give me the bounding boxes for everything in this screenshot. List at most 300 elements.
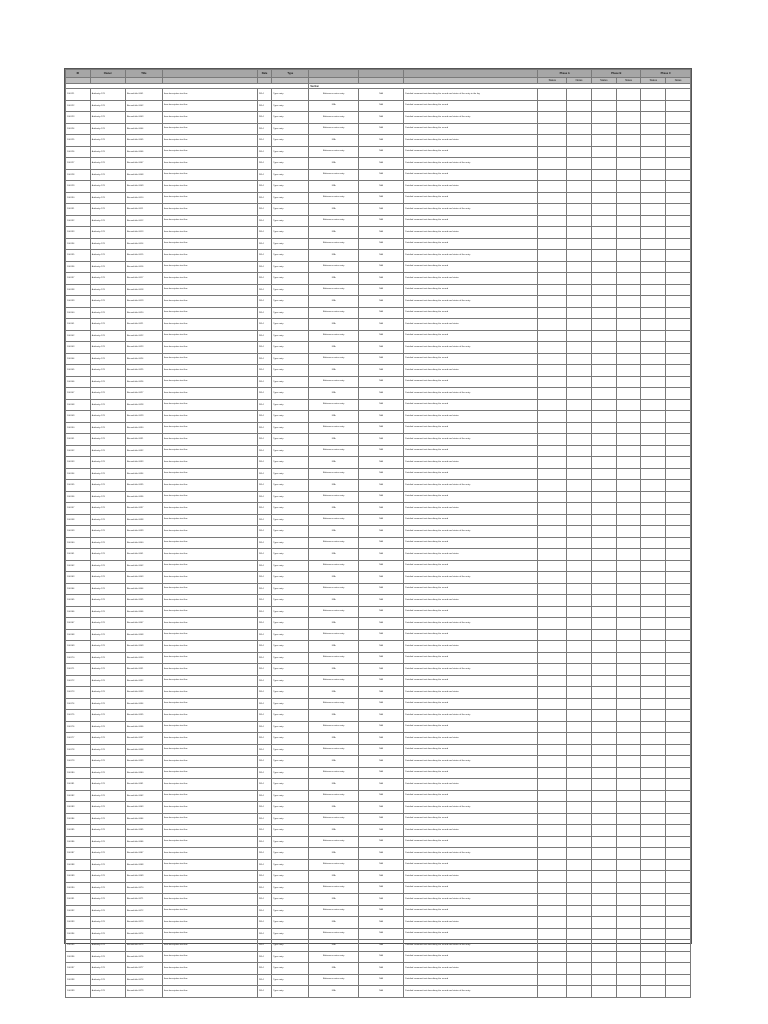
cell-id: 100171 — [66, 664, 91, 676]
cell-title: Record title 0047 — [125, 618, 162, 630]
cell-phase-status — [641, 284, 666, 296]
cell-phase-status — [538, 698, 567, 710]
cell-reference: Reference notes entry — [309, 675, 359, 687]
cell-title: Record title 0032 — [125, 445, 162, 457]
cell-phase-status — [641, 112, 666, 124]
cell-title: Record title 0060 — [125, 767, 162, 779]
section-label: Section — [309, 84, 691, 89]
cell-phase-status — [538, 215, 567, 227]
cell-title: Record title 0069 — [125, 871, 162, 883]
cell-phase-status — [567, 583, 592, 595]
cell-title: Record title 0007 — [125, 158, 162, 170]
cell-title: Record title 0013 — [125, 227, 162, 239]
cell-description: Item description text line — [162, 457, 257, 469]
cell-phase-status — [616, 123, 641, 135]
cell-phase-status — [538, 319, 567, 331]
cell-phase-status — [616, 227, 641, 239]
cell-phase-status — [641, 537, 666, 549]
cell-phase-status — [538, 928, 567, 940]
cell-id: 100174 — [66, 698, 91, 710]
cell-type: Type entry — [272, 629, 309, 641]
cell-date: 2014 — [257, 100, 271, 112]
cell-comment: Detailed comment text describing the record — [404, 468, 538, 480]
cell-date: 2014 — [257, 859, 271, 871]
cell-phase-status — [616, 204, 641, 216]
cell-reference: Reference notes entry — [309, 928, 359, 940]
cell-comment: Detailed comment text describing the record — [404, 284, 538, 296]
cell-phase-status — [641, 733, 666, 745]
cell-flag: N/A — [358, 365, 403, 377]
cell-id: 100191 — [66, 894, 91, 906]
cell-owner: Authority-123 — [90, 181, 125, 193]
cell-type: Type entry — [272, 963, 309, 975]
cell-owner: Authority-123 — [90, 917, 125, 929]
cell-title: Record title 0066 — [125, 836, 162, 848]
cell-date: 2014 — [257, 882, 271, 894]
cell-flag: N/A — [358, 537, 403, 549]
cell-type: Type entry — [272, 951, 309, 963]
cell-description: Item description text line — [162, 434, 257, 446]
table-row — [66, 342, 691, 354]
cell-phase-status — [641, 353, 666, 365]
cell-comment: Detailed comment text describing the record — [404, 261, 538, 273]
table-row — [66, 422, 691, 434]
cell-title: Record title 0034 — [125, 468, 162, 480]
cell-title: Record title 0050 — [125, 652, 162, 664]
cell-description: Item description text line — [162, 687, 257, 699]
cell-reference: Reference notes entry — [309, 606, 359, 618]
table-row — [66, 261, 691, 273]
cell-flag: N/A — [358, 698, 403, 710]
cell-type: Type entry — [272, 204, 309, 216]
cell-phase-status — [641, 123, 666, 135]
cell-flag: N/A — [358, 342, 403, 354]
cell-title: Record title 0058 — [125, 744, 162, 756]
cell-type: Type entry — [272, 503, 309, 515]
cell-date: 2014 — [257, 526, 271, 538]
cell-phase-status — [591, 526, 616, 538]
cell-phase-status — [641, 399, 666, 411]
cell-comment: Detailed comment text describing the record — [404, 238, 538, 250]
table-row — [66, 917, 691, 929]
cell-type: Type entry — [272, 169, 309, 181]
cell-phase-status — [567, 100, 592, 112]
cell-phase-status — [538, 192, 567, 204]
cell-comment: Detailed comment text describing the record and status of the entry — [404, 434, 538, 446]
cell-phase-status — [666, 629, 691, 641]
cell-phase-status — [567, 894, 592, 906]
cell-type: Type entry — [272, 353, 309, 365]
cell-date: 2014 — [257, 330, 271, 342]
table-row — [66, 583, 691, 595]
cell-date: 2014 — [257, 376, 271, 388]
cell-title: Record title 0030 — [125, 422, 162, 434]
cell-flag: N/A — [358, 572, 403, 584]
cell-phase-status — [616, 790, 641, 802]
table-row — [66, 951, 691, 963]
cell-type: Type entry — [272, 388, 309, 400]
cell-reference: N/A — [309, 158, 359, 170]
subheader-cell: Status — [538, 78, 567, 84]
cell-owner: Authority-123 — [90, 974, 125, 986]
cell-owner: Authority-123 — [90, 376, 125, 388]
table-row — [66, 813, 691, 825]
cell-phase-status — [538, 342, 567, 354]
cell-phase-status — [666, 848, 691, 860]
column-header: Phase A — [538, 70, 592, 78]
cell-title: Record title 0053 — [125, 687, 162, 699]
cell-phase-status — [666, 652, 691, 664]
cell-type: Type entry — [272, 135, 309, 147]
cell-phase-status — [666, 618, 691, 630]
table-row — [66, 710, 691, 722]
cell-reference: Reference notes entry — [309, 112, 359, 124]
cell-description: Item description text line — [162, 169, 257, 181]
cell-phase-status — [641, 250, 666, 262]
cell-flag: N/A — [358, 836, 403, 848]
cell-description: Item description text line — [162, 273, 257, 285]
cell-type: Type entry — [272, 434, 309, 446]
cell-flag: N/A — [358, 744, 403, 756]
cell-phase-status — [641, 457, 666, 469]
cell-flag: N/A — [358, 284, 403, 296]
cell-description: Item description text line — [162, 606, 257, 618]
cell-reference: N/A — [309, 503, 359, 515]
cell-type: Type entry — [272, 250, 309, 262]
cell-phase-status — [591, 238, 616, 250]
table-row — [66, 399, 691, 411]
cell-comment: Detailed comment text describing the record and status of the entry — [404, 802, 538, 814]
cell-reference: N/A — [309, 664, 359, 676]
cell-phase-status — [567, 273, 592, 285]
cell-title: Record title 0079 — [125, 986, 162, 998]
cell-type: Type entry — [272, 606, 309, 618]
cell-title: Record title 0065 — [125, 825, 162, 837]
cell-phase-status — [641, 514, 666, 526]
cell-phase-status — [666, 951, 691, 963]
cell-title: Record title 0064 — [125, 813, 162, 825]
cell-phase-status — [591, 250, 616, 262]
cell-phase-status — [567, 192, 592, 204]
cell-reference: Reference notes entry — [309, 951, 359, 963]
cell-phase-status — [616, 89, 641, 101]
cell-phase-status — [538, 123, 567, 135]
cell-reference: Reference notes entry — [309, 330, 359, 342]
cell-flag: N/A — [358, 319, 403, 331]
cell-owner: Authority-123 — [90, 963, 125, 975]
cell-owner: Authority-123 — [90, 618, 125, 630]
cell-phase-status — [591, 641, 616, 653]
cell-phase-status — [641, 641, 666, 653]
cell-type: Type entry — [272, 905, 309, 917]
cell-type: Type entry — [272, 146, 309, 158]
cell-reference: Reference notes entry — [309, 813, 359, 825]
cell-description: Item description text line — [162, 767, 257, 779]
cell-id: 100156 — [66, 491, 91, 503]
cell-type: Type entry — [272, 698, 309, 710]
cell-id: 100144 — [66, 353, 91, 365]
cell-phase-status — [641, 836, 666, 848]
cell-phase-status — [616, 434, 641, 446]
cell-phase-status — [567, 618, 592, 630]
cell-phase-status — [641, 100, 666, 112]
cell-title: Record title 0035 — [125, 480, 162, 492]
cell-description: Item description text line — [162, 89, 257, 101]
cell-id: 100142 — [66, 330, 91, 342]
table-row — [66, 100, 691, 112]
cell-comment: Detailed comment text describing the record and status of the entry — [404, 894, 538, 906]
table-row — [66, 905, 691, 917]
cell-reference: N/A — [309, 365, 359, 377]
cell-comment: Detailed comment text describing the record and status of the entry — [404, 296, 538, 308]
cell-id: 100130 — [66, 192, 91, 204]
cell-id: 100127 — [66, 158, 91, 170]
cell-phase-status — [591, 986, 616, 998]
cell-flag: N/A — [358, 135, 403, 147]
cell-phase-status — [616, 687, 641, 699]
cell-description: Item description text line — [162, 526, 257, 538]
cell-id: 100160 — [66, 537, 91, 549]
cell-phase-status — [641, 192, 666, 204]
cell-owner: Authority-123 — [90, 411, 125, 423]
cell-description: Item description text line — [162, 963, 257, 975]
table-row — [66, 181, 691, 193]
cell-phase-status — [591, 445, 616, 457]
cell-phase-status — [538, 376, 567, 388]
cell-phase-status — [591, 457, 616, 469]
cell-description: Item description text line — [162, 940, 257, 952]
cell-phase-status — [641, 790, 666, 802]
cell-description: Item description text line — [162, 802, 257, 814]
cell-owner: Authority-123 — [90, 238, 125, 250]
cell-phase-status — [538, 848, 567, 860]
cell-phase-status — [641, 928, 666, 940]
cell-description: Item description text line — [162, 629, 257, 641]
cell-phase-status — [538, 871, 567, 883]
cell-phase-status — [567, 296, 592, 308]
cell-date: 2014 — [257, 756, 271, 768]
cell-phase-status — [538, 296, 567, 308]
cell-title: Record title 0046 — [125, 606, 162, 618]
cell-id: 100134 — [66, 238, 91, 250]
cell-type: Type entry — [272, 376, 309, 388]
cell-description: Item description text line — [162, 974, 257, 986]
cell-phase-status — [616, 342, 641, 354]
cell-phase-status — [616, 296, 641, 308]
cell-comment: Detailed comment text describing the record — [404, 652, 538, 664]
cell-phase-status — [567, 537, 592, 549]
cell-phase-status — [538, 940, 567, 952]
column-header — [404, 70, 538, 78]
cell-description: Item description text line — [162, 330, 257, 342]
cell-date: 2014 — [257, 273, 271, 285]
cell-title: Record title 0074 — [125, 928, 162, 940]
cell-comment: Detailed comment text describing the record and status — [404, 503, 538, 515]
cell-comment: Detailed comment text describing the record and status of the entry — [404, 572, 538, 584]
cell-phase-status — [616, 319, 641, 331]
table-row — [66, 779, 691, 791]
cell-phase-status — [641, 215, 666, 227]
cell-date: 2014 — [257, 905, 271, 917]
cell-phase-status — [591, 330, 616, 342]
cell-phase-status — [538, 158, 567, 170]
cell-reference: Reference notes entry — [309, 514, 359, 526]
cell-phase-status — [641, 652, 666, 664]
cell-phase-status — [666, 779, 691, 791]
cell-phase-status — [666, 296, 691, 308]
cell-id: 100139 — [66, 296, 91, 308]
cell-type: Type entry — [272, 537, 309, 549]
cell-reference: Reference notes entry — [309, 491, 359, 503]
cell-description: Item description text line — [162, 733, 257, 745]
cell-date: 2014 — [257, 825, 271, 837]
cell-comment: Detailed comment text describing the record and status of the entry — [404, 664, 538, 676]
cell-type: Type entry — [272, 411, 309, 423]
cell-owner: Authority-123 — [90, 802, 125, 814]
table-row — [66, 330, 691, 342]
cell-title: Record title 0010 — [125, 192, 162, 204]
cell-type: Type entry — [272, 779, 309, 791]
table-row — [66, 158, 691, 170]
cell-phase-status — [567, 928, 592, 940]
cell-phase-status — [616, 859, 641, 871]
cell-phase-status — [538, 284, 567, 296]
cell-reference: N/A — [309, 250, 359, 262]
cell-phase-status — [567, 606, 592, 618]
cell-phase-status — [666, 894, 691, 906]
table-row — [66, 215, 691, 227]
cell-date: 2014 — [257, 802, 271, 814]
cell-date: 2014 — [257, 307, 271, 319]
cell-comment: Detailed comment text describing the record and status — [404, 319, 538, 331]
cell-flag: N/A — [358, 491, 403, 503]
cell-phase-status — [666, 767, 691, 779]
cell-owner: Authority-123 — [90, 250, 125, 262]
cell-description: Item description text line — [162, 641, 257, 653]
cell-id: 100123 — [66, 112, 91, 124]
table-row — [66, 146, 691, 158]
cell-flag: N/A — [358, 560, 403, 572]
cell-phase-status — [538, 100, 567, 112]
cell-date: 2014 — [257, 698, 271, 710]
cell-reference: Reference notes entry — [309, 468, 359, 480]
cell-phase-status — [616, 365, 641, 377]
cell-phase-status — [641, 848, 666, 860]
cell-phase-status — [567, 641, 592, 653]
table-row — [66, 503, 691, 515]
cell-description: Item description text line — [162, 744, 257, 756]
cell-phase-status — [567, 698, 592, 710]
cell-phase-status — [666, 802, 691, 814]
cell-comment: Detailed comment text describing the record and status of the entry — [404, 158, 538, 170]
cell-phase-status — [641, 549, 666, 561]
cell-owner: Authority-123 — [90, 664, 125, 676]
cell-date: 2014 — [257, 503, 271, 515]
cell-comment: Detailed comment text describing the record and status — [404, 733, 538, 745]
cell-owner: Authority-123 — [90, 951, 125, 963]
cell-phase-status — [666, 457, 691, 469]
cell-phase-status — [538, 181, 567, 193]
table-row — [66, 296, 691, 308]
cell-phase-status — [641, 905, 666, 917]
cell-id: 100180 — [66, 767, 91, 779]
cell-phase-status — [641, 802, 666, 814]
cell-date: 2014 — [257, 123, 271, 135]
cell-comment: Detailed comment text describing the record and status — [404, 825, 538, 837]
cell-phase-status — [641, 273, 666, 285]
cell-type: Type entry — [272, 549, 309, 561]
table-row — [66, 629, 691, 641]
cell-description: Item description text line — [162, 411, 257, 423]
cell-phase-status — [591, 261, 616, 273]
spreadsheet-page — [64, 68, 692, 993]
cell-phase-status — [616, 250, 641, 262]
cell-phase-status — [591, 606, 616, 618]
cell-flag: N/A — [358, 606, 403, 618]
cell-comment: Detailed comment text describing the record — [404, 813, 538, 825]
cell-date: 2014 — [257, 296, 271, 308]
cell-date: 2014 — [257, 641, 271, 653]
cell-phase-status — [591, 744, 616, 756]
table-row — [66, 307, 691, 319]
cell-flag: N/A — [358, 238, 403, 250]
cell-flag: N/A — [358, 526, 403, 538]
cell-id: 100146 — [66, 376, 91, 388]
table-row — [66, 606, 691, 618]
cell-description: Item description text line — [162, 192, 257, 204]
cell-phase-status — [616, 733, 641, 745]
table-row — [66, 963, 691, 975]
cell-phase-status — [567, 917, 592, 929]
cell-reference: N/A — [309, 917, 359, 929]
cell-flag: N/A — [358, 158, 403, 170]
cell-description: Item description text line — [162, 859, 257, 871]
cell-comment: Detailed comment text describing the record — [404, 721, 538, 733]
cell-reference: Reference notes entry — [309, 629, 359, 641]
cell-phase-status — [641, 135, 666, 147]
cell-phase-status — [567, 687, 592, 699]
cell-title: Record title 0028 — [125, 399, 162, 411]
cell-reference: N/A — [309, 871, 359, 883]
cell-reference: Reference notes entry — [309, 836, 359, 848]
cell-id: 100150 — [66, 422, 91, 434]
cell-flag: N/A — [358, 652, 403, 664]
cell-title: Record title 0077 — [125, 963, 162, 975]
cell-phase-status — [591, 894, 616, 906]
cell-phase-status — [666, 480, 691, 492]
cell-owner: Authority-123 — [90, 284, 125, 296]
cell-phase-status — [666, 744, 691, 756]
cell-owner: Authority-123 — [90, 629, 125, 641]
cell-flag: N/A — [358, 169, 403, 181]
cell-phase-status — [591, 146, 616, 158]
cell-flag: N/A — [358, 664, 403, 676]
cell-reference: N/A — [309, 526, 359, 538]
column-header: Owner — [90, 70, 125, 78]
cell-flag: N/A — [358, 790, 403, 802]
cell-phase-status — [641, 894, 666, 906]
cell-phase-status — [538, 503, 567, 515]
cell-date: 2014 — [257, 710, 271, 722]
cell-title: Record title 0039 — [125, 526, 162, 538]
cell-phase-status — [666, 261, 691, 273]
cell-reference: N/A — [309, 756, 359, 768]
cell-comment: Detailed comment text describing the record — [404, 974, 538, 986]
cell-phase-status — [567, 790, 592, 802]
cell-reference: Reference notes entry — [309, 284, 359, 296]
cell-phase-status — [538, 227, 567, 239]
cell-phase-status — [567, 905, 592, 917]
